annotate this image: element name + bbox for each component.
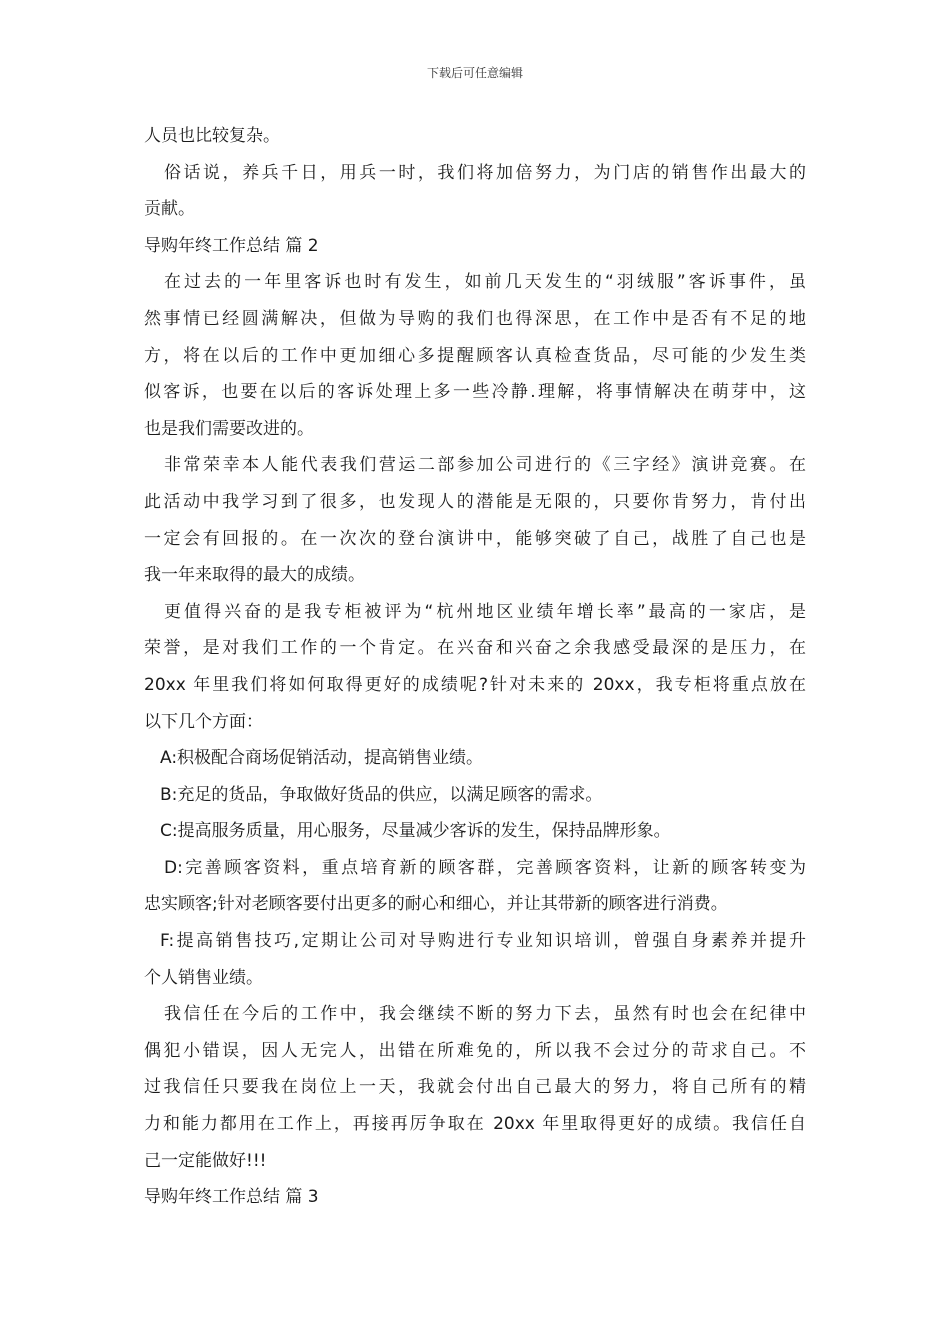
- list-item: A:积极配合商场促销活动，提高销售业绩。: [160, 748, 484, 769]
- section-heading: 导购年终工作总结 篇 3: [144, 1187, 319, 1208]
- page-header-note: 下载后可任意编辑: [426, 66, 523, 80]
- paragraph-line: 也是我们需要改进的。: [144, 418, 314, 439]
- list-item: F:提高销售技巧,定期让公司对导购进行专业知识培训，曾强自身素养并提升: [160, 931, 806, 952]
- paragraph-line: 人员也比较复杂。: [144, 126, 280, 146]
- paragraph-line: 我一年来取得的最大的成绩。: [144, 565, 365, 586]
- paragraph-line: 此活动中我学习到了很多，也发现人的潜能是无限的，只要你肯努力，肯付出: [144, 491, 806, 512]
- paragraph-line: 在过去的一年里客诉也时有发生，如前几天发生的“羽绒服”客诉事件，虽: [164, 272, 806, 293]
- paragraph-line: 过我信任只要我在岗位上一天，我就会付出自己最大的努力，将自己所有的精: [144, 1077, 806, 1098]
- paragraph-line: 力和能力都用在工作上，再接再厉争取在 20xx 年里取得更好的成绩。我信任自: [144, 1114, 806, 1135]
- paragraph-line: 非常荣幸本人能代表我们营运二部参加公司进行的《三字经》演讲竞赛。在: [164, 455, 806, 476]
- document-body: [144, 118, 806, 1216]
- paragraph-line: 我信任在今后的工作中，我会继续不断的努力下去，虽然有时也会在纪律中: [164, 1004, 806, 1025]
- list-item-continuation: 个人销售业绩。: [144, 967, 263, 988]
- list-item: D:完善顾客资料，重点培育新的顾客群，完善顾客资料，让新的顾客转变为: [164, 857, 806, 878]
- paragraph-line: 偶犯小错误，因人无完人，出错在所难免的，所以我不会过分的苛求自己。不: [144, 1040, 806, 1061]
- paragraph-line: 然事情已经圆满解决，但做为导购的我们也得深思，在工作中是否有不足的地: [144, 308, 806, 329]
- list-item-continuation: 忠实顾客;针对老顾客要付出更多的耐心和细心，并让其带新的顾客进行消费。: [144, 894, 728, 915]
- paragraph-line: 俗话说，养兵千日，用兵一时，我们将加倍努力，为门店的销售作出最大的: [164, 162, 806, 183]
- paragraph-line: 己一定能做好!!!: [144, 1150, 267, 1171]
- paragraph-line: 方，将在以后的工作中更加细心多提醒顾客认真检查货品，尽可能的少发生类: [144, 345, 806, 366]
- paragraph-line: 荣誉，是对我们工作的一个肯定。在兴奋和兴奋之余我感受最深的是压力，在: [144, 638, 806, 659]
- list-item: C:提高服务质量，用心服务，尽量减少客诉的发生，保持品牌形象。: [160, 821, 671, 842]
- paragraph-line: 以下几个方面：: [144, 711, 263, 732]
- section-heading: 导购年终工作总结 篇 2: [144, 235, 319, 256]
- paragraph-line: 贡献。: [144, 199, 195, 220]
- list-item: B:充足的货品，争取做好货品的供应，以满足顾客的需求。: [160, 784, 603, 805]
- paragraph-line: 更值得兴奋的是我专柜被评为“杭州地区业绩年增长率”最高的一家店，是: [164, 601, 806, 622]
- paragraph-line: 一定会有回报的。在一次次的登台演讲中，能够突破了自己，战胜了自己也是: [144, 528, 806, 549]
- paragraph-line: 20xx 年里我们将如何取得更好的成绩呢?针对未来的 20xx，我专柜将重点放在: [144, 674, 806, 695]
- paragraph-line: 似客诉，也要在以后的客诉处理上多一些冷静.理解，将事情解决在萌芽中，这: [144, 382, 806, 403]
